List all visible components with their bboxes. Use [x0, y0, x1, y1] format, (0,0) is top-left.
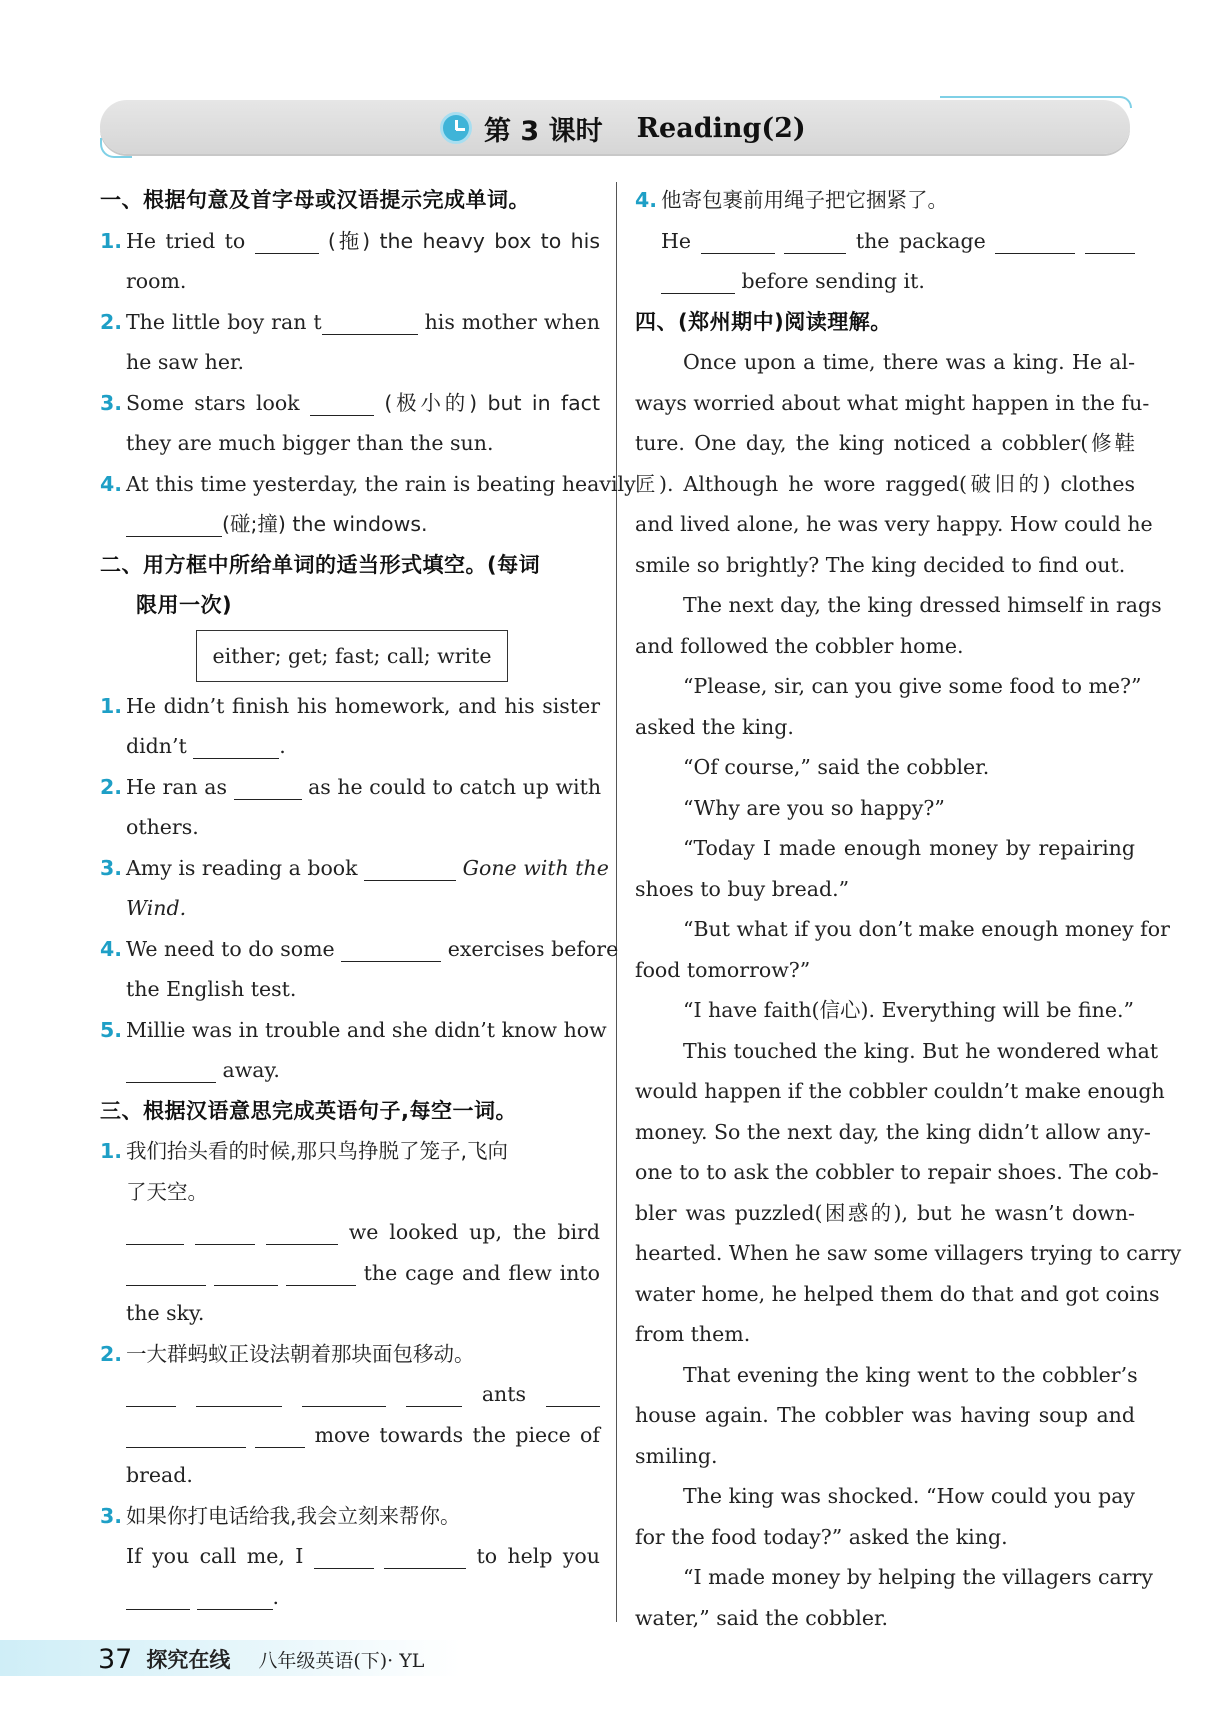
s3-q4-text-a: He [661, 228, 692, 253]
question-number: 3. [100, 1503, 123, 1528]
answer-blank[interactable] [310, 389, 374, 416]
s3-q1-line1 [100, 1212, 600, 1253]
s3-q2-cn-text: 一大群蚂蚁正设法朝着那块面包移动。 [126, 1341, 475, 1366]
answer-blank[interactable] [255, 1421, 305, 1448]
passage-line: for the food today?” asked the king. [635, 1524, 1008, 1549]
s1-q4-line1 [100, 464, 636, 505]
passage-line: The next day, the king dressed himself in rags [683, 593, 1162, 617]
question-number: 4. [100, 936, 123, 961]
s2-q3-text-b: Gone with the [462, 855, 609, 880]
right-column [635, 180, 1182, 1638]
answer-blank[interactable] [197, 1583, 273, 1610]
s2-q2-text-a: He ran as [126, 774, 228, 799]
passage-line: The king was shocked. “How could you pay [683, 1484, 1135, 1508]
s3-q1-line2 [100, 1253, 600, 1294]
s1-q2-text-a: The little boy ran t [126, 309, 322, 334]
answer-blank[interactable] [193, 732, 279, 759]
s2-q4-text-b: exercises before [447, 936, 619, 961]
s3-q4-line1 [635, 221, 1135, 262]
answer-blank[interactable] [126, 1380, 176, 1407]
s3-q3-text-a: If you call me, I [126, 1544, 304, 1568]
passage-line: This touched the king. But he wondered what [683, 1038, 1159, 1063]
answer-blank[interactable] [196, 1380, 282, 1407]
column-divider [616, 182, 617, 1622]
s1-q3-line1 [100, 383, 600, 424]
s2-q3-line1 [100, 848, 609, 889]
passage-line: hearted. When he saw some villagers trying to carry [635, 1241, 1182, 1265]
s1-q3-line2: they are much bigger than the sun. [126, 431, 494, 455]
question-number: 3. [100, 855, 123, 880]
question-number: 4. [635, 188, 658, 212]
s2-q5-text-b: away. [222, 1058, 280, 1082]
answer-blank[interactable] [302, 1380, 386, 1407]
s3-q1-cn-line1 [100, 1131, 600, 1172]
passage-line: “Why are you so happy?” [683, 795, 945, 820]
s3-q2-line1 [100, 1374, 600, 1415]
section-4-title: 四、(郑州期中)阅读理解。 [635, 309, 892, 334]
s2-q2-line1 [100, 767, 600, 808]
s3-q4-cn-line [635, 180, 1135, 221]
passage-line: shoes to buy bread.” [635, 876, 850, 901]
s2-q2-line2: others. [126, 815, 199, 839]
s3-q2-text-a: ants [481, 1382, 526, 1406]
banner-decor-line-left [100, 138, 132, 158]
lesson-title [440, 106, 806, 150]
s3-q3-line1 [100, 1536, 600, 1577]
page-number: 37 [98, 1643, 133, 1675]
footer-book-title: 八年级英语(下)· YL [258, 1649, 425, 1672]
answer-blank[interactable] [322, 308, 418, 335]
s1-q1-text-b: (拖) the heavy box to his [327, 228, 600, 253]
passage-line: “I have faith(信心). Everything will be fine.” [683, 998, 1134, 1022]
passage-line: “But what if you don’t make enough money for [683, 917, 1170, 941]
s3-q4-text-c: before sending it. [741, 269, 925, 293]
s2-q4-line2: the English test. [126, 977, 297, 1001]
s3-q1-line3: the sky. [126, 1301, 205, 1325]
s3-q3-cn-line [100, 1496, 600, 1537]
passage-line: 匠). Although he wore ragged(破旧的) clothes [635, 471, 1135, 496]
s3-q2-text-b: move towards the piece of [314, 1422, 600, 1447]
answer-blank[interactable] [195, 1218, 255, 1245]
s2-q4-text-a: We need to do some [126, 936, 335, 961]
s3-q3-cn-text: 如果你打电话给我,我会立刻来帮你。 [126, 1503, 461, 1528]
passage-line: ture. One day, the king noticed a cobbler(修鞋 [635, 431, 1135, 455]
passage-line: bler was puzzled(困惑的), but he wasn’t down- [635, 1200, 1135, 1225]
answer-blank[interactable] [364, 854, 456, 881]
s3-q1-text-a: we looked up, the bird [348, 1220, 600, 1244]
s1-q1-line1 [100, 221, 600, 262]
s3-q4-text-b: the package [855, 228, 986, 253]
s1-q2-line2: he saw her. [126, 350, 245, 374]
lesson-name: Reading(2) [636, 112, 806, 144]
s1-q1-line2: room. [126, 269, 187, 293]
s1-q2-line1 [100, 302, 600, 343]
left-column [100, 180, 636, 1617]
answer-blank[interactable] [126, 510, 222, 537]
s3-q1-cn-line2: 了天空。 [126, 1179, 208, 1204]
question-number: 2. [100, 1341, 123, 1366]
s1-q4-line2 [100, 504, 600, 545]
lesson-number: 第 3 课时 [484, 115, 603, 147]
passage-line: and followed the cobbler home. [635, 633, 964, 658]
s2-q3-line2: Wind. [126, 896, 187, 920]
question-number: 3. [100, 390, 123, 415]
answer-blank[interactable] [286, 1259, 356, 1286]
s3-q4-cn-text: 他寄包裹前用绳子把它捆紧了。 [661, 188, 948, 212]
s2-q2-text-b: as he could to catch up with [308, 774, 602, 799]
passage-line: “Please, sir, can you give some food to me?” [683, 674, 1142, 698]
s3-q2-line2 [100, 1415, 600, 1456]
s3-q3-text-b: to help you [476, 1544, 600, 1568]
s3-q3-text-c: . [272, 1584, 280, 1609]
s2-q5-line2 [100, 1050, 600, 1091]
question-number: 1. [100, 1139, 123, 1163]
s2-q1-line1 [100, 686, 600, 727]
passage-line: “I made money by helping the villagers carry [683, 1565, 1153, 1589]
s1-q3-text-b: (极小的) but in fact [384, 390, 600, 415]
s2-q1-line2 [100, 726, 600, 767]
passage-line: from them. [635, 1322, 751, 1346]
answer-blank[interactable] [314, 1542, 374, 1569]
s1-q4-text-a: At this time yesterday, the rain is beating heavily [126, 471, 636, 496]
s2-q4-line1 [100, 929, 619, 970]
answer-blank[interactable] [255, 227, 319, 254]
clock-icon [440, 112, 472, 144]
footer [98, 1642, 424, 1676]
question-number: 2. [100, 309, 123, 334]
answer-blank[interactable] [661, 267, 735, 294]
question-number: 5. [100, 1017, 123, 1042]
answer-blank[interactable] [995, 227, 1075, 254]
passage-line: water,” said the cobbler. [635, 1605, 889, 1630]
passage-line: smile so brightly? The king decided to find out. [635, 552, 1126, 577]
s2-q3-text-a: Amy is reading a book [126, 855, 358, 880]
answer-blank[interactable] [214, 1259, 278, 1286]
passage-line: That evening the king went to the cobbler’s [683, 1362, 1138, 1387]
s2-q5-line1 [100, 1010, 607, 1051]
s3-q1-text-b: the cage and flew into [363, 1260, 600, 1285]
passage-line: and lived alone, he was very happy. How could he [635, 512, 1153, 536]
passage-line: water home, he helped them do that and got coins [635, 1281, 1160, 1306]
section-1-title: 一、根据句意及首字母或汉语提示完成单词。 [100, 188, 530, 212]
answer-blank[interactable] [341, 935, 441, 962]
question-number: 2. [100, 774, 123, 799]
s1-q2-text-b: his mother when [424, 309, 600, 334]
passage-line: asked the king. [635, 714, 794, 739]
section-2-title-cont: 限用一次) [136, 593, 233, 617]
footer-brand: 探究在线 [146, 1648, 231, 1672]
answer-blank[interactable] [384, 1542, 466, 1569]
answer-blank[interactable] [406, 1380, 462, 1407]
passage-line: “Today I made enough money by repairing [683, 836, 1135, 860]
passage-line: money. So the next day, the king didn’t allow any- [635, 1119, 1151, 1144]
answer-blank[interactable] [701, 227, 775, 254]
s3-q3-line2 [100, 1577, 600, 1618]
s3-q2-cn-line [100, 1334, 600, 1375]
answer-blank[interactable] [126, 1583, 190, 1610]
question-number: 1. [100, 228, 123, 253]
question-number: 4. [100, 471, 123, 496]
passage-line: Once upon a time, there was a king. He al- [683, 350, 1135, 374]
answer-blank[interactable] [126, 1056, 216, 1083]
s2-q1-text-a: He didn’t finish his homework, and his sister [126, 693, 600, 718]
section-2-title: 二、用方框中所给单词的适当形式填空。(每词 [100, 552, 541, 577]
answer-blank[interactable] [126, 1421, 246, 1448]
s1-q3-text-a: Some stars look [126, 390, 300, 415]
s3-q2-line3: bread. [126, 1463, 193, 1487]
passage-line: house again. The cobbler was having soup and [635, 1403, 1135, 1427]
answer-blank[interactable] [126, 1218, 184, 1245]
passage-line: “Of course,” said the cobbler. [683, 755, 990, 779]
answer-blank[interactable] [126, 1259, 206, 1286]
question-number: 1. [100, 693, 123, 718]
word-box: either; get; fast; call; write [196, 630, 508, 682]
s2-q5-text-a: Millie was in trouble and she didn’t know how [126, 1017, 607, 1042]
answer-blank[interactable] [266, 1218, 338, 1245]
answer-blank[interactable] [234, 773, 302, 800]
passage-line: food tomorrow?” [635, 957, 811, 982]
passage-line: ways worried about what might happen in the fu- [635, 390, 1150, 415]
s1-q1-text-a: He tried to [126, 228, 246, 253]
section-3-title: 三、根据汉语意思完成英语句子,每空一词。 [100, 1098, 517, 1123]
answer-blank[interactable] [1085, 227, 1135, 254]
s2-q1-text-c: . [279, 734, 286, 758]
s3-q1-cn-text: 我们抬头看的时候,那只鸟挣脱了笼子,飞向 [126, 1139, 509, 1163]
passage-line: would happen if the cobbler couldn’t make enough [635, 1079, 1165, 1103]
passage-line: smiling. [635, 1443, 718, 1468]
answer-blank[interactable] [784, 227, 846, 254]
s2-q1-text-b: didn’t [126, 734, 187, 758]
s1-q4-text-b: (碰;撞) the windows. [222, 512, 428, 536]
answer-blank[interactable] [546, 1380, 600, 1407]
passage-line: one to to ask the cobbler to repair shoes. The cob- [635, 1160, 1159, 1184]
banner-decor-line [940, 96, 1132, 108]
s3-q4-line2 [635, 261, 1135, 302]
